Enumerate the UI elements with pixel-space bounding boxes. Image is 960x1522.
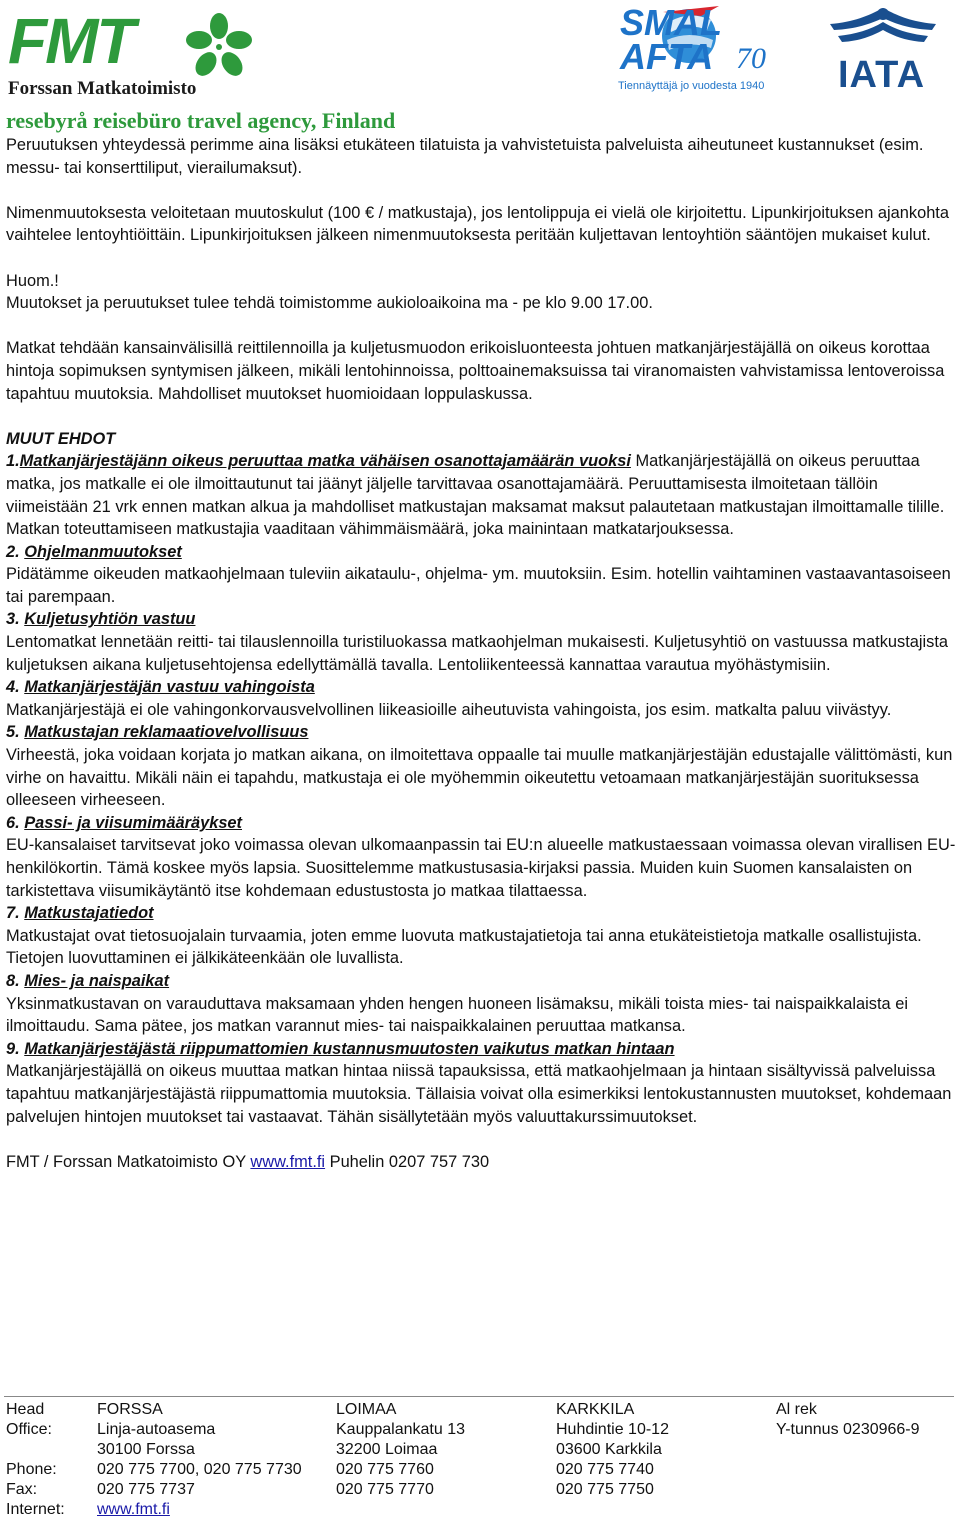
section-2-number: 2.: [6, 542, 20, 561]
other-terms-heading: MUUT EHDOT: [6, 429, 116, 448]
section-7-number: 7.: [6, 904, 20, 923]
section-2-heading: Ohjelmanmuutokset: [24, 542, 182, 561]
section-3-number: 3.: [6, 610, 20, 629]
section-8-title: [6, 970, 956, 993]
section-5-text: Virheestä, joka voidaan korjata jo matkan aikana, on ilmoitettava oppaalle tai muulle matkanjärjestäjän edustajalle välittömästi, kun virhe on havaittu. Mikäli näin ei tapahdu, matkustaja ei ole myöhemmin oikeutettu vetoamaan matkanjärjestäjän suorituksessa olleeseen virheeseen.: [6, 746, 953, 810]
note-label: Huom.!: [6, 271, 59, 290]
section-7-heading: Matkustajatiedot: [24, 904, 154, 923]
section-5-title: [6, 721, 956, 744]
iata-logo: [810, 2, 956, 102]
karkkila-office-name: KARKKILA: [556, 1401, 635, 1418]
section-9-text: Matkanjärjestäjällä on oikeus muuttaa matkan hintaa niissä tapauksissa, että matkaohjelmaan ja hintaan sisältyvissä palveluissa tapahtuu matkanjärjestäjästä riippumattomia muutoksia. Tällaisia voivat olla esimerkiksi lentokustannusten muutokset, kohdemaan palvelujen hintojen muutokset tai vastaavat. Tähän sisällytetään myös valuuttakurssimuutokset.: [6, 1062, 952, 1126]
paragraph-price-changes: Matkat tehdään kansainvälisillä reittilennoilla ja kuljetusmuodon erikoisluonteesta johtuen matkanjärjestäjällä on oikeus korottaa hintoja sopimuksen syntymisen jälkeen, mikäli lentohinnoissa, polttoainemaksuissa tai viranomaisten vahvistamissa lentoveroissa tapahtuu muutoksia. Mahdolliset muutokset huomioidaan loppulaskussa.: [6, 339, 945, 403]
smal-logo-text: SMAL: [620, 2, 722, 43]
section-2-title: [6, 541, 956, 564]
section-5-heading: Matkustajan reklamaatiovelvollisuus: [24, 723, 309, 742]
company-register-label: Al rek: [776, 1401, 817, 1418]
karkkila-fax: 020 775 7750: [556, 1481, 654, 1498]
karkkila-phone: 020 775 7740: [556, 1461, 654, 1478]
section-5-number: 5.: [6, 723, 20, 742]
section-6-text: EU-kansalaiset tarvitsevat joko voimassa olevan ulkomaanpassin tai EU:n alueelle matkustaessaan voimassa olevan virallisen EU-henkilökortin. Tämä koskee myös lapsia. Suosittelemme matkustusasia-kirjaksi passia. Muiden kuin Suomen kansalaisten on tarkistettava viisumikäytäntö itse kohdemaan edustustosta jo matkaa tilattaessa.: [6, 836, 956, 900]
karkkila-city: 03600 Karkkila: [556, 1441, 662, 1458]
section-9-number: 9.: [6, 1039, 20, 1058]
footer-website-link[interactable]: www.fmt.fi: [97, 1501, 170, 1518]
footer-label-office: Office:: [6, 1421, 52, 1438]
iata-logo-text: IATA: [838, 54, 926, 96]
section-6-heading: Passi- ja viisumimääräykset: [24, 813, 243, 832]
terms-body: [6, 134, 956, 1173]
flower-icon: [184, 12, 254, 82]
section-6-title: [6, 812, 956, 835]
paragraph-cancellation-costs: Peruutuksen yhteydessä perimme aina lisäksi etukäteen tilatuista ja vahvistetuista palveluista aiheutuneet kustannukset (esim. messu- tai konserttiliput, vierailumaksut).: [6, 136, 924, 177]
footer-label-fax: Fax:: [6, 1481, 38, 1498]
section-8-number: 8.: [6, 971, 20, 990]
footer-divider: [4, 1396, 954, 1397]
section-3-text: Lentomatkat lennetään reitti- tai tilauslennoilla turistiluokassa matkaohjelman mukaisesti. Kuljetusyhtiö on vastuussa matkustajista kuljetuksen aikana kuljetusehtojensa edellyttämällä tavalla. Lentoliikenteessä kannattaa varautua myöhästymisiin.: [6, 633, 949, 674]
section-9-title: [6, 1038, 956, 1061]
section-3-title: [6, 608, 956, 631]
fmt-logo-name: Forssan Matkatoimisto: [8, 78, 197, 99]
section-1-heading: Matkanjärjestäjänn oikeus peruuttaa matka vähäisen osanottajamäärän vuoksi: [19, 452, 631, 471]
section-7-text: Matkustajat ovat tietosuojalain turvaamia, joten emme luovuta matkustajatietoja tai anna etukäteistietoja matkalle osallistujista. Tietojen luovuttaminen ei jälkikäteenkään ole luvallista.: [6, 926, 922, 968]
section-7-title: [6, 902, 956, 925]
company-website-link[interactable]: www.fmt.fi: [250, 1152, 326, 1171]
company-name: FMT / Forssan Matkatoimisto OY: [6, 1152, 251, 1171]
footer-label-phone: Phone:: [6, 1461, 57, 1478]
forssa-office-name: FORSSA: [97, 1401, 163, 1418]
section-4-text: Matkanjärjestäjä ei ole vahingonkorvausvelvollinen liikeasioille aiheutuvista vahingoista, jos esim. matkalta paluu viivästyy.: [6, 700, 892, 719]
section-4-title: [6, 676, 956, 699]
loimaa-city: 32200 Loimaa: [336, 1441, 438, 1458]
business-id: Y-tunnus 0230966-9: [776, 1421, 920, 1438]
fmt-logo: [6, 6, 256, 101]
company-phone: Puhelin 0207 757 730: [325, 1152, 490, 1171]
forssa-street: Linja-autoasema: [97, 1421, 216, 1438]
section-8-heading: Mies- ja naispaikat: [24, 971, 170, 990]
footer-label-internet: Internet:: [6, 1501, 65, 1518]
forssa-city: 30100 Forssa: [97, 1441, 195, 1458]
iata-wings-icon: [810, 2, 956, 58]
loimaa-office-name: LOIMAA: [336, 1401, 397, 1418]
forssa-phone: 020 775 7700, 020 775 7730: [97, 1461, 302, 1478]
section-1: [6, 450, 956, 540]
section-4-number: 4.: [6, 678, 20, 697]
section-6-number: 6.: [6, 813, 20, 832]
afta-anniversary: 70: [736, 42, 766, 75]
forssa-fax: 020 775 7737: [97, 1481, 195, 1498]
section-2-text: Pidätämme oikeuden matkaohjelmaan tuleviin aikataulu-, ohjelma- ym. muutoksiin. Esim. hotellin vaihtaminen vastaavantasoiseen tai parempaan.: [6, 565, 951, 606]
agency-tagline: resebyrå reisebüro travel agency, Finland: [6, 108, 396, 133]
note-text: Muutokset ja peruutukset tulee tehdä toimistomme aukioloaikoina ma - pe klo 9.00 17.00.: [6, 294, 653, 313]
section-3-heading: Kuljetusyhtiön vastuu: [24, 610, 196, 629]
karkkila-street: Huhdintie 10-12: [556, 1421, 669, 1438]
section-9-heading: Matkanjärjestäjästä riippumattomien kustannusmuutosten vaikutus matkan hintaan: [24, 1039, 675, 1058]
fmt-logo-letters: FMT: [8, 5, 134, 77]
section-4-heading: Matkanjärjestäjän vastuu vahingoista: [24, 678, 315, 697]
footer-label-head: Head: [6, 1401, 45, 1418]
loimaa-fax: 020 775 7770: [336, 1481, 434, 1498]
smal-tagline: Tiennäyttäjä jo vuodesta 1940: [618, 80, 765, 92]
section-1-text: Matkanjärjestäjällä on oikeus peruuttaa matka, jos matkalle ei ole ilmoittautunut tai jäänyt jäljelle tarvittavaa osanottajamäärä. Peruuttamisesta ilmoitetaan tällöin viimeistään 21 vrk ennen matkan alkua ja mahdolliset matkustajan maksamat maksut palautetaan matkustajan ilmoittamalle tilille. Matkan toteuttamiseen matkustajia vaaditaan vähimmäismäärä, joka mainintaan matkatarjouksessa.: [6, 452, 945, 539]
smal-afta-logo: [586, 2, 798, 94]
paragraph-name-change: Nimenmuutoksesta veloitetaan muutoskulut (100 € / matkustaja), jos lentolippuja ei vielä ole kirjoitettu. Lipunkirjoituksen ajankohta vaihtelee lentoyhtiöittäin. Lipunkirjoituksen jälkeen nimenmuutoksesta peritään kuljettavan lentoyhtiön sääntöjen mukaiset kulut.: [6, 203, 949, 245]
letterhead: [0, 0, 960, 133]
loimaa-street: Kauppalankatu 13: [336, 1421, 465, 1438]
section-1-number: 1.: [6, 452, 20, 471]
loimaa-phone: 020 775 7760: [336, 1461, 434, 1478]
section-8-text: Yksinmatkustavan on varauduttava maksamaan yhden hengen huoneen lisämaksu, mikäli toista mies- tai naispaikkalaista ei ilmoittaudu. Sama pätee, jos matkan varannut mies- tai naispaikkalainen peruuttaa matkansa.: [6, 994, 908, 1036]
company-contact-line: [6, 1151, 956, 1174]
afta-logo-text: AFTA: [620, 36, 714, 77]
